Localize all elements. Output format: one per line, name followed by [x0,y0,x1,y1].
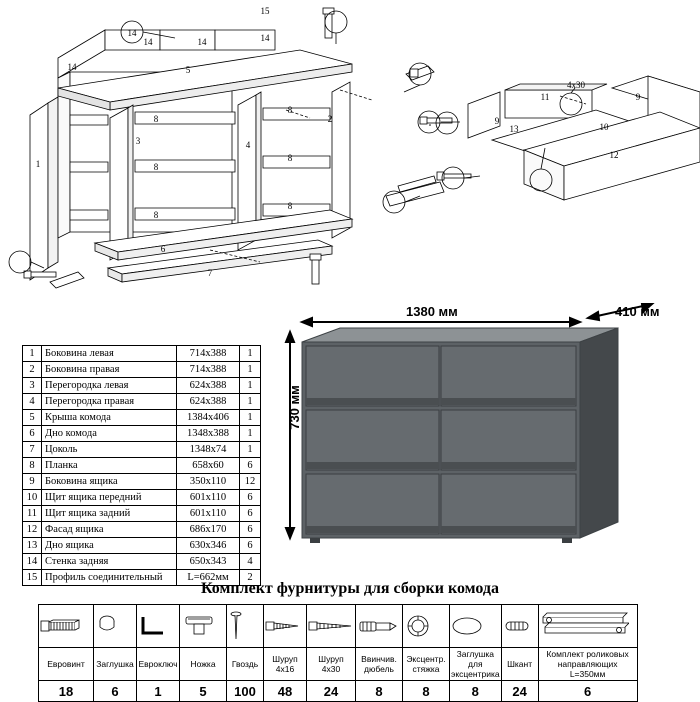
part-name: Профиль соединительный [42,570,177,586]
callout-12: 12 [609,150,619,160]
part-dimension: 714х388 [177,362,240,378]
part-name: Планка [42,458,177,474]
part-dimension: 1348х74 [177,442,240,458]
part-number: 2 [23,362,42,378]
screw-4x16-icon [264,605,307,648]
table-row [23,378,261,394]
fitting-count: 8 [356,681,403,702]
table-row [23,490,261,506]
callout-1: 1 [35,159,41,169]
dowel-icon [501,605,538,648]
fitting-label: Шуруп 4х16 [264,648,307,681]
table-row [23,346,261,362]
callout-14-c: 14 [197,37,207,47]
foot-icon [180,605,227,648]
fitting-label: Ножка [180,648,227,681]
fitting-count: 100 [227,681,264,702]
part-number: 5 [23,410,42,426]
dimension-depth: 410 мм [615,304,660,319]
part-number: 9 [23,474,42,490]
fitting-count: 24 [307,681,356,702]
fitting-label: Евровинт [39,648,94,681]
part-dimension: 1348х388 [177,426,240,442]
table-row [23,426,261,442]
callout-13: 13 [509,124,519,134]
part-quantity: 6 [240,458,261,474]
table-row [23,538,261,554]
part-dimension: 650х343 [177,554,240,570]
callout-9-a: 9 [494,116,500,126]
euro-screw-icon [39,605,94,648]
fitting-count: 5 [180,681,227,702]
fittings-labels-row [39,648,638,681]
part-dimension: 601х110 [177,490,240,506]
cap-icon [94,605,137,648]
part-number: 15 [23,570,42,586]
callout-14-e: 14 [67,62,77,72]
fitting-count: 48 [264,681,307,702]
callout-14-b: 14 [143,37,153,47]
callout-15: 15 [260,6,270,16]
part-name: Перегородка правая [42,394,177,410]
part-number: 11 [23,506,42,522]
part-quantity: 2 [240,570,261,586]
part-dimension: 658х60 [177,458,240,474]
fitting-count: 8 [403,681,450,702]
table-row [23,410,261,426]
fittings-title: Комплект фурнитуры для сборки комода [201,580,499,597]
callout-10: 10 [599,122,609,132]
part-name: Дно комода [42,426,177,442]
callout-4: 4 [245,140,251,150]
callout-8-c: 8 [153,210,159,220]
fitting-count: 18 [39,681,94,702]
part-dimension: 350х110 [177,474,240,490]
part-number: 7 [23,442,42,458]
part-name: Крыша комода [42,410,177,426]
fitting-label: Заглушка [94,648,137,681]
part-quantity: 6 [240,490,261,506]
part-dimension: 714х388 [177,346,240,362]
fitting-label: Шкант [501,648,538,681]
callout-4x30: 4х30 [567,80,585,90]
part-quantity: 1 [240,378,261,394]
part-name: Боковина правая [42,362,177,378]
part-quantity: 1 [240,346,261,362]
part-number: 3 [23,378,42,394]
screw-4x30-icon [307,605,356,648]
part-dimension: 630х346 [177,538,240,554]
part-number: 8 [23,458,42,474]
callout-8-a: 8 [153,114,159,124]
parts-table [22,345,261,586]
part-dimension: L=662мм [177,570,240,586]
callout-8-e: 8 [287,153,293,163]
part-quantity: 1 [240,442,261,458]
fittings-icons-row [39,605,638,648]
fitting-label: Шуруп 4х30 [307,648,356,681]
part-quantity: 4 [240,554,261,570]
table-row [23,522,261,538]
dimension-height: 730 мм [286,385,302,430]
part-quantity: 1 [240,426,261,442]
fitting-count: 6 [538,681,637,702]
part-number: 1 [23,346,42,362]
part-quantity: 6 [240,506,261,522]
fitting-count: 8 [450,681,502,702]
callout-5: 5 [185,65,191,75]
part-quantity: 1 [240,362,261,378]
fitting-count: 24 [501,681,538,702]
callout-3: 3 [135,136,141,146]
fitting-count: 1 [137,681,180,702]
callout-6: 6 [160,244,166,254]
cam-cap-icon [450,605,502,648]
part-quantity: 1 [240,394,261,410]
part-number: 14 [23,554,42,570]
table-row [23,442,261,458]
part-dimension: 686х170 [177,522,240,538]
assembly-diagram [0,0,700,300]
nail-icon [227,605,264,648]
part-quantity: 12 [240,474,261,490]
table-row [23,506,261,522]
part-name: Боковина ящика [42,474,177,490]
callout-7: 7 [207,268,213,278]
callout-8-b: 8 [153,162,159,172]
fittings-counts-row [39,681,638,702]
callout-8-f: 8 [287,201,293,211]
part-dimension: 1384х406 [177,410,240,426]
fitting-label: Евроключ [137,648,180,681]
fitting-label: Эксцентр. стяжка [403,648,450,681]
part-name: Стенка задняя [42,554,177,570]
table-row [23,362,261,378]
slide-rail-icon [538,605,637,648]
part-quantity: 6 [240,538,261,554]
table-row [23,474,261,490]
part-number: 12 [23,522,42,538]
part-name: Перегородка левая [42,378,177,394]
part-number: 13 [23,538,42,554]
part-quantity: 1 [240,410,261,426]
fitting-label: Ввинчив. дюбель [356,648,403,681]
part-number: 10 [23,490,42,506]
callout-14-a: 14 [127,28,137,38]
cam-lock-icon [403,605,450,648]
callout-9-b: 9 [635,92,641,102]
fitting-label: Комплект роликовых направляющих L=350мм [538,648,637,681]
part-name: Щит ящика задний [42,506,177,522]
part-number: 4 [23,394,42,410]
screw-in-dowel-icon [356,605,403,648]
fitting-label: Гвоздь [227,648,264,681]
table-row [23,554,261,570]
callout-11: 11 [540,92,550,102]
part-name: Цоколь [42,442,177,458]
dresser-illustration [280,300,690,560]
fitting-count: 6 [94,681,137,702]
part-name: Фасад ящика [42,522,177,538]
part-name: Дно ящика [42,538,177,554]
dimension-width: 1380 мм [406,304,458,319]
callout-8-d: 8 [287,105,293,115]
part-name: Боковина левая [42,346,177,362]
part-dimension: 624х388 [177,378,240,394]
part-quantity: 6 [240,522,261,538]
part-dimension: 624х388 [177,394,240,410]
fitting-label: Заглушка для эксцентрика [451,649,500,679]
table-row [23,458,261,474]
fittings-table [38,604,638,702]
part-number: 6 [23,426,42,442]
part-name: Щит ящика передний [42,490,177,506]
part-dimension: 601х110 [177,506,240,522]
callout-14-d: 14 [260,33,270,43]
table-row [23,394,261,410]
callout-2: 2 [327,114,333,124]
allen-key-icon [137,605,180,648]
